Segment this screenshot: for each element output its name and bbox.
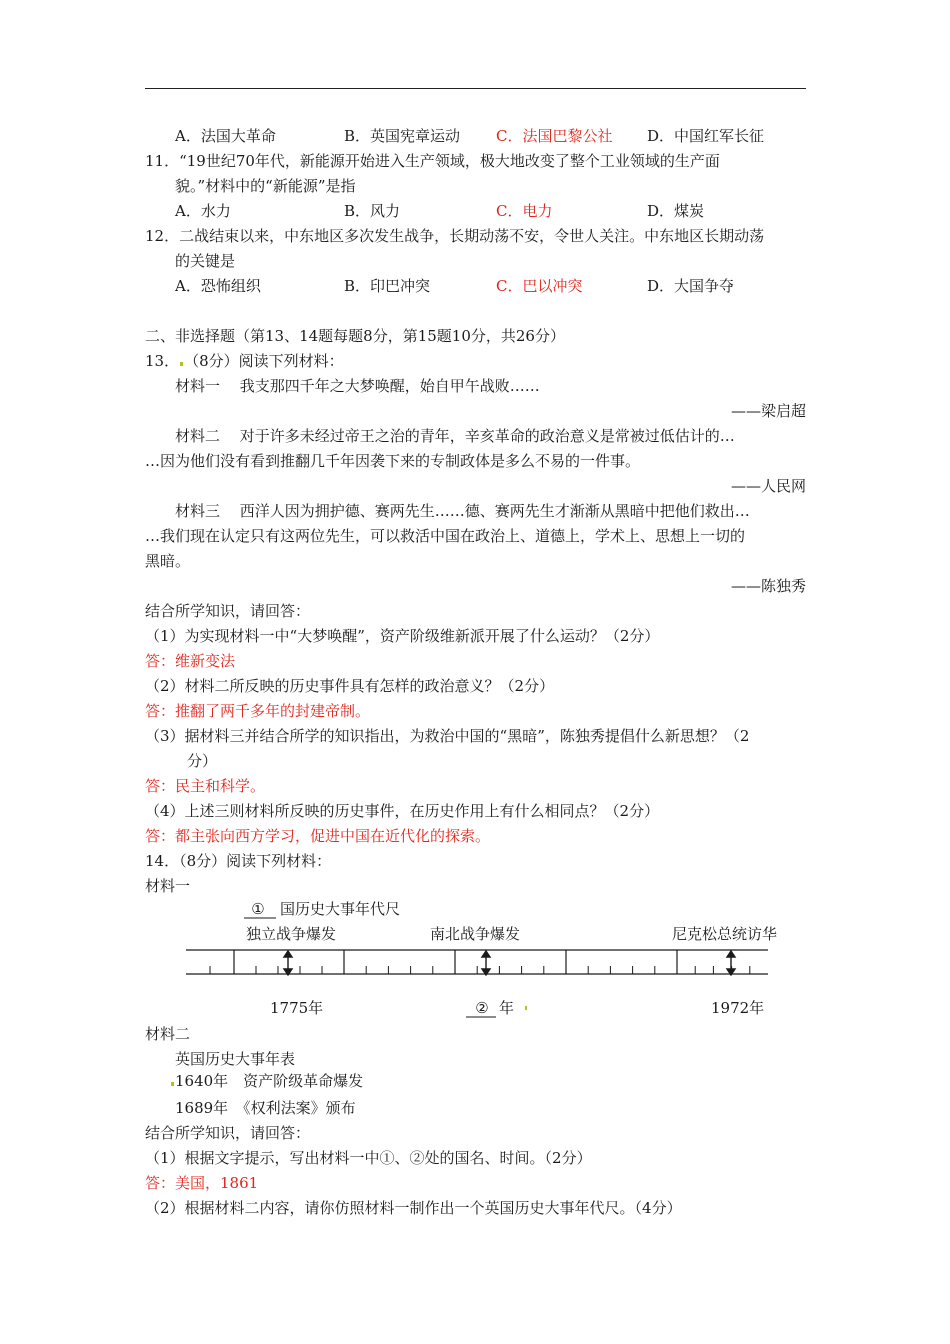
header-rule [145, 88, 806, 89]
q13-answer1: 答：维新变法 [145, 652, 236, 670]
timeline-year-3: 1972年 [711, 999, 765, 1017]
timeline-year-1: 1775年 [270, 999, 324, 1017]
timeline-marker-2 [482, 951, 490, 975]
q14-table-title: 英国历史大事年表 [175, 1050, 296, 1068]
q13-answer2: 答：推翻了两千多年的封建帝制。 [145, 702, 371, 720]
q13-question3-line2: 分） [187, 752, 218, 770]
q12-option-a: A．恐怖组织 [175, 277, 261, 295]
q13-question1: （1）为实现材料一中“大梦唤醒”，资产阶级维新派开展了什么运动？（2分） [145, 627, 660, 645]
q13-intro: 13． （8分）阅读下列材料： [145, 352, 344, 370]
timeline-blank-1: ① [251, 900, 265, 918]
q12-stem-line1: 12．二战结束以来，中东地区多次发生战争，长期动荡不安，令世人关注。中东地区长期动荡 [145, 227, 765, 245]
mark-dot [180, 362, 183, 366]
timeline-event-1: 独立战争爆发 [246, 925, 337, 943]
mark-dot [525, 1006, 527, 1010]
q13-material2-line1: 材料二 对于许多未经过帝王之治的青年，辛亥革命的政治意义是常被过低估计的… [175, 427, 735, 445]
q13-material3-line1: 材料三 西洋人因为拥护德、赛两先生……德、赛两先生才渐渐从黑暗中把他们救出… [175, 502, 750, 520]
q14-table-row-1: 1640年 资产阶级革命爆发 [170, 1071, 363, 1091]
q11-option-b: B．风力 [344, 202, 401, 220]
q13-prompt: 结合所学知识，请回答： [145, 602, 311, 620]
q13-material2-line2: …因为他们没有看到推翻几千年因袭下来的专制政体是多么不易的一件事。 [145, 452, 641, 470]
us-history-timeline [180, 896, 780, 1021]
q10-option-c: C．法国巴黎公社 [496, 127, 613, 145]
q14-prompt: 结合所学知识，请回答： [145, 1124, 311, 1142]
q11-option-d: D．煤炭 [647, 202, 705, 220]
q12-stem-line2: 的关键是 [175, 252, 236, 270]
q14-material1-label: 材料一 [145, 877, 191, 895]
q14-intro: 14．（8分）阅读下列材料： [145, 852, 332, 870]
q14-question2: （2）根据材料二内容，请你仿照材料一制作出一个英国历史大事年代尺。（4分） [145, 1199, 682, 1217]
q14-question1: （1）根据文字提示，写出材料一中①、②处的国名、时间。（2分） [145, 1149, 592, 1167]
q14-table-row-2: 1689年 《权利法案》颁布 [175, 1099, 356, 1117]
timeline-marker-1 [284, 951, 292, 975]
timeline-event-2: 南北战争爆发 [430, 925, 521, 943]
section2-heading: 二、非选择题（第13、14题每题8分，第15题10分，共26分） [145, 327, 565, 345]
q13-source3: ——陈独秀 [730, 577, 806, 595]
q13-question3-line1: （3）据材料三并结合所学的知识指出，为救治中国的“黑暗”，陈独秀提倡什么新思想？（2 [145, 727, 750, 745]
timeline-marker-3 [727, 951, 735, 975]
q14-answer1: 答：美国，1861 [145, 1174, 259, 1192]
q10-option-b: B．英国宪章运动 [344, 127, 461, 145]
timeline-blank-2: ② [475, 999, 489, 1017]
q13-source1: ——梁启超 [730, 402, 806, 420]
q11-option-c: C．电力 [496, 202, 553, 220]
q13-question4: （4）上述三则材料所反映的历史事件，在历史作用上有什么相同点？（2分） [145, 802, 660, 820]
q10-option-a: A．法国大革命 [175, 127, 276, 145]
q11-stem-line1: 11．“19世纪70年代，新能源开始进入生产领域，极大地改变了整个工业领域的生产面 [145, 152, 720, 170]
timeline-title: 国历史大事年代尺 [280, 900, 401, 918]
q14-material2-label: 材料二 [145, 1025, 191, 1043]
timeline-event-3: 尼克松总统访华 [672, 925, 778, 943]
q12-option-c: C．巴以冲突 [496, 277, 583, 295]
q13-material1: 材料一 我支那四千年之大梦唤醒，始自甲午战败…… [175, 377, 540, 395]
q13-material3-line3: 黑暗。 [145, 552, 191, 570]
q13-material3-line2: …我们现在认定只有这两位先生，可以救活中国在政治上、道德上，学术上、思想上一切的 [145, 527, 746, 545]
q12-option-d: D．大国争夺 [647, 277, 735, 295]
q12-option-b: B．印巴冲突 [344, 277, 431, 295]
q10-option-d: D．中国红军长征 [647, 127, 765, 145]
q13-source2: ——人民网 [730, 477, 806, 495]
q13-question2: （2）材料二所反映的历史事件具有怎样的政治意义？（2分） [145, 677, 555, 695]
timeline-year-2-suffix: 年 [499, 999, 515, 1017]
q13-answer4: 答：都主张向西方学习，促进中国在近代化的探索。 [145, 827, 491, 845]
q11-stem-line2: 貌。”材料中的“新能源”是指 [175, 177, 356, 195]
q13-answer3: 答：民主和科学。 [145, 777, 266, 795]
mark-dot [171, 1082, 174, 1086]
q11-option-a: A．水力 [175, 202, 231, 220]
